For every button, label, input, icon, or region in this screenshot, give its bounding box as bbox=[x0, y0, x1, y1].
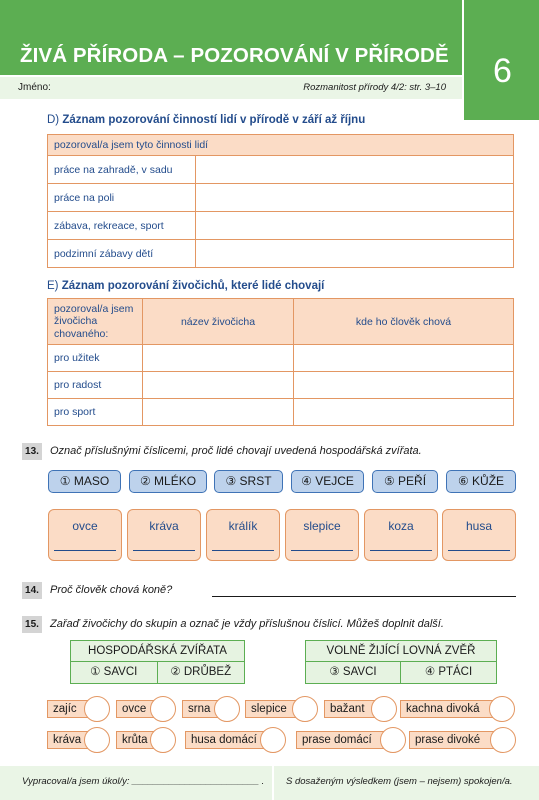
answer-line bbox=[212, 550, 274, 551]
answer-line bbox=[370, 550, 432, 551]
animal-chip: bažant bbox=[324, 700, 382, 718]
group-game-birds: ④ PTÁCI bbox=[424, 666, 473, 678]
animal-place-cell[interactable] bbox=[294, 345, 514, 372]
animal-chip: prase domácí bbox=[296, 731, 386, 749]
section-d-heading bbox=[47, 114, 365, 126]
animal-label: králík bbox=[228, 519, 258, 533]
footer-satisfaction-text: S dosaženým výsledkem (jsem – nejsem) spokojen/a. bbox=[286, 776, 513, 787]
chapter-number-box bbox=[462, 0, 539, 120]
animals-row-label: pro sport bbox=[48, 399, 143, 426]
animal-name-cell[interactable] bbox=[143, 372, 294, 399]
animal-place-cell[interactable] bbox=[294, 372, 514, 399]
animal-chip: kráva bbox=[47, 731, 95, 749]
animal-answer-box[interactable] bbox=[285, 509, 359, 561]
task-14-answer-line[interactable] bbox=[212, 596, 516, 597]
group-farm-animals-title: HOSPODÁŘSKÁ ZVÍŘATA bbox=[71, 641, 244, 662]
option-meat: ① MASO bbox=[48, 470, 121, 493]
activities-table bbox=[47, 134, 514, 268]
answer-circle[interactable] bbox=[150, 696, 176, 722]
answer-circle[interactable] bbox=[214, 696, 240, 722]
answer-line bbox=[448, 550, 510, 551]
animal-label: kráva bbox=[149, 519, 179, 533]
activity-answer-cell[interactable] bbox=[196, 240, 514, 268]
animals-table-header-place: kde ho člověk chová bbox=[294, 299, 514, 345]
header-bar bbox=[0, 0, 462, 75]
group-farm-mammals: ① SAVCI bbox=[71, 662, 158, 683]
name-label: Jméno: bbox=[18, 82, 51, 93]
section-d-title: Záznam pozorování činností lidí v přírodě v září až říjnu bbox=[62, 114, 366, 126]
animal-chip: prase divoké bbox=[409, 731, 497, 749]
group-game-animals bbox=[305, 640, 497, 684]
option-milk: ② MLÉKO bbox=[129, 470, 207, 493]
animals-table-header-name: název živočicha bbox=[143, 299, 294, 345]
group-game-mammals: ③ SAVCI bbox=[306, 662, 401, 683]
answer-circle[interactable] bbox=[84, 727, 110, 753]
footer-completed-text: Vypracoval/a jsem úkol/y: ________________________ . bbox=[22, 776, 265, 787]
animal-chip: zajíc bbox=[47, 700, 95, 718]
option-leather: ⑥ KŮŽE bbox=[446, 470, 516, 493]
group-farm-poultry: ② DRŮBEŽ bbox=[170, 666, 232, 678]
animals-row-label: pro radost bbox=[48, 372, 143, 399]
task-13-question: Označ příslušnými číslicemi, proč lidé chovají uvedená hospodářská zvířata. bbox=[50, 445, 422, 457]
animal-chip: krůta bbox=[116, 731, 164, 749]
footer-left bbox=[0, 766, 272, 800]
answer-line bbox=[133, 550, 195, 551]
animal-answer-box[interactable] bbox=[48, 509, 122, 561]
animal-place-cell[interactable] bbox=[294, 399, 514, 426]
task-15-question: Zařaď živočichy do skupin a označ je vždy příslušnou číslicí. Můžeš doplnit další. bbox=[50, 618, 444, 630]
answer-circle[interactable] bbox=[260, 727, 286, 753]
answer-circle[interactable] bbox=[150, 727, 176, 753]
answer-circle[interactable] bbox=[490, 727, 516, 753]
animal-chip: kachna divoká bbox=[400, 700, 494, 718]
animal-label: husa bbox=[465, 519, 493, 533]
activity-row-label: práce na zahradě, v sadu bbox=[48, 156, 196, 184]
option-eggs: ④ VEJCE bbox=[291, 470, 364, 493]
animal-answer-box[interactable] bbox=[442, 509, 516, 561]
activity-answer-cell[interactable] bbox=[196, 156, 514, 184]
answer-line bbox=[291, 550, 353, 551]
section-e-heading bbox=[47, 280, 324, 292]
animal-answer-box[interactable] bbox=[127, 509, 201, 561]
activity-row-label: zábava, rekreace, sport bbox=[48, 212, 196, 240]
animal-chip: husa domácí bbox=[185, 731, 267, 749]
name-bar bbox=[0, 75, 462, 99]
activity-row-label: práce na poli bbox=[48, 184, 196, 212]
animals-row-label: pro užitek bbox=[48, 345, 143, 372]
task-14-number: 14. bbox=[22, 582, 42, 599]
activity-answer-cell[interactable] bbox=[196, 212, 514, 240]
animal-label: slepice bbox=[303, 519, 341, 533]
option-fur: ③ SRST bbox=[214, 470, 283, 493]
answer-circle[interactable] bbox=[84, 696, 110, 722]
task-15-number: 15. bbox=[22, 616, 42, 633]
answer-line bbox=[54, 550, 116, 551]
group-farm-animals bbox=[70, 640, 245, 684]
animals-table-header-purpose: pozoroval/a jsem živočicha chovaného: bbox=[48, 299, 143, 345]
footer-right bbox=[274, 766, 539, 800]
option-feathers: ⑤ PEŘÍ bbox=[372, 470, 438, 493]
section-e-title: Záznam pozorování živočichů, které lidé chovají bbox=[61, 280, 325, 292]
animal-chip: ovce bbox=[116, 700, 164, 718]
animal-label: ovce bbox=[72, 519, 98, 533]
animals-table bbox=[47, 298, 514, 426]
task-14-question: Proč člověk chová koně? bbox=[50, 584, 173, 596]
answer-circle[interactable] bbox=[489, 696, 515, 722]
section-e-letter: E) bbox=[47, 280, 59, 292]
animal-answer-box[interactable] bbox=[364, 509, 438, 561]
task-13-number: 13. bbox=[22, 443, 42, 460]
textbook-reference: Rozmanitost přírody 4/2: str. 3–10 bbox=[303, 82, 446, 93]
animal-name-cell[interactable] bbox=[143, 399, 294, 426]
animal-chip: srna bbox=[182, 700, 226, 718]
chapter-number: 6 bbox=[493, 52, 512, 90]
animal-label: koza bbox=[388, 519, 414, 533]
answer-circle[interactable] bbox=[292, 696, 318, 722]
animal-answer-box[interactable] bbox=[206, 509, 280, 561]
activities-table-header: pozoroval/a jsem tyto činnosti lidí bbox=[48, 135, 514, 156]
answer-circle[interactable] bbox=[380, 727, 406, 753]
activity-answer-cell[interactable] bbox=[196, 184, 514, 212]
group-game-animals-title: VOLNĚ ŽIJÍCÍ LOVNÁ ZVĚŘ bbox=[306, 641, 496, 662]
page-title: ŽIVÁ PŘÍRODA – POZOROVÁNÍ V PŘÍRODĚ bbox=[20, 44, 449, 67]
answer-circle[interactable] bbox=[371, 696, 397, 722]
animal-name-cell[interactable] bbox=[143, 345, 294, 372]
animal-chip: slepice bbox=[245, 700, 303, 718]
activity-row-label: podzimní zábavy dětí bbox=[48, 240, 196, 268]
section-d-letter: D) bbox=[47, 114, 60, 126]
